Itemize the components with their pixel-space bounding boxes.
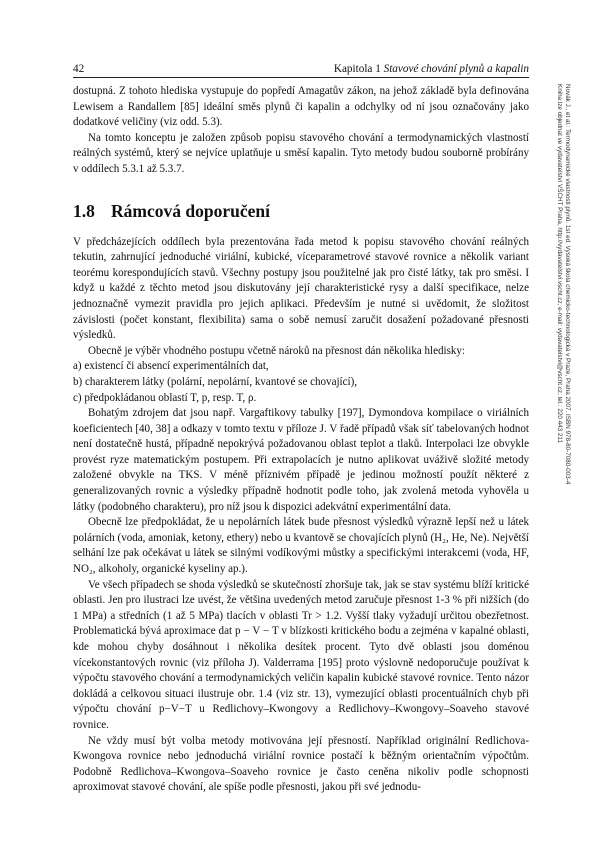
sidebar-text: [555, 84, 571, 484]
section-title: Rámcová doporučení: [111, 200, 270, 221]
copyright-sidebar: [556, 84, 576, 764]
paragraph: Obecně je výběr vhodného postupu včetně nároků na přesnost dán několika hledisky:: [88, 344, 466, 357]
chapter-label: Kapitola 1: [333, 63, 381, 75]
sidebar-line: Kniha lze objednat ve vydavatelství VŠCHT Praha, http://vydavatelstvi.vscht.cz, e-mail: vydavatelstvi@vscht.cz, tel.: 220 443 211: [556, 84, 563, 443]
chapter-title: Stavové chování plynů a kapalin: [383, 63, 529, 75]
paragraph: Obecně lze předpokládat, že u nepolárních látek bude přesnost výsledků výrazně lepší než u látek polárních (voda, amoniak, ketony, ethery) nebo u kvantově se chovajících plynů (H₂, He, Ne). Největší selhání lze pak očekávat u látek se silnými vodíkovými můstky a specifickými interakcemi (voda, HF, NO₂, alkoholy, organické kyseliny ap.).: [73, 516, 529, 576]
criteria-list: [73, 359, 529, 406]
paragraph: Bohatým zdrojem dat jsou např. Vargaftikovy tabulky [197], Dymondova kompilace o viriálních koeficientech [40, 38] a odkazy v tomto textu v příloze J. V řadě případů však síť tabelovaných hodnot není dostatečně hustá, případně nepokrývá požadovanou oblast teplot a tlaků. Interpolaci lze obvykle provést ryze matematickým postupem. Při extrapolacích je nutno aplikovat uváživě složité metody založené obvykle na TKS. V méně příznivém případě je jedinou možností použít některé z generalizovaných rovnic a výsledky případně hodnotit podle toho, jak zvolená metoda vyhověla u látky (podobného charakteru), pro níž jsou k dispozici adekvátní experimentální data.: [73, 407, 529, 513]
running-header: [73, 62, 529, 76]
sidebar-line: Novák J., et al.: Termodynamické vlastnosti plynů. 1st ed. Vysoká škola chemicko-technologická v Praze, Praha 2007. ISBN 978-80-7080-003-4: [564, 84, 571, 485]
paragraph: Ne vždy musí být volba metody motivována její přesností. Například originální Redlichova-Kwongova rovnice nebo jednoduchá viriální rovnice postačí k běžným orientačním výpočtům. Podobně Redlichova–Kwongova–Soaveho rovnice je často ceněna nikoliv podle schopnosti aproximovat stavové chování, ale spíše podle přesnosti, jakou při své jednodu-: [73, 734, 529, 794]
paragraph: V předcházejících oddílech byla prezentována řada metod k popisu stavového chování reálných tekutin, zahrnující jednoduché viriální, kubické, víceparametrové stavové rovnice a několik variant teorému korespondujících stavů. Všechny postupy jsou použitelné jak pro čisté látky, tak pro směsi. I když u každé z těchto metod jsou diskutovány její charakteristické rysy a další specifikace, nelze jednoznačně vymezit pravidla pro jejich aplikaci. Především je nutné si uvědomit, že složitost závislosti (počet konstant, flexibilita) sama o sobě nemusí zaručit dosažení požadované přesnosti výsledků.: [73, 235, 529, 342]
list-item: b) charakterem látky (polární, nepolární, kvantové se chovající),: [73, 375, 358, 388]
list-item: a) existencí či absencí experimentálních dat,: [73, 360, 269, 373]
header-rule: [73, 77, 529, 78]
body-text: [73, 84, 529, 796]
section-heading: [73, 201, 529, 222]
paragraph: Na tomto konceptu je založen způsob popisu stavového chování a termodynamických vlastností reálných systémů, který se nejvíce uplatňuje u směsí kapalin. Tyto metody budou souborně probírány v oddílech 5.3.1 až 5.3.7.: [73, 131, 529, 175]
page-number: 42: [73, 63, 85, 75]
chapter-heading: [334, 62, 529, 76]
section-number: 1.8: [73, 200, 95, 221]
list-item: c) předpokládanou oblastí T, p, resp. T, ρ.: [73, 391, 257, 404]
paragraph: dostupná. Z tohoto hlediska vystupuje do popředí Amagatův zákon, na jehož základě byla definována Lewisem a Randallem [85] ideální směs plynů či kapalin a odchylky od ní jsou označovány jako dodatkové veličiny (viz odd. 5.3).: [73, 85, 529, 129]
paragraph: Ve všech případech se shoda výsledků se skutečností zhoršuje tak, jak se stav systému blíží kritické oblasti. Jen pro ilustraci lze uvést, že většina uvedených metod zaručuje přesnost 1-3 % při nižších (do 1 MPa) a středních (1 až 5 MPa) tlacích v oblasti Tr > 1.2. Vyšší tlaky vyžadují určitou obezřetnost. Problematická bývá aproximace dat p − V − T v blízkosti kritického bodu a zejména v kapalné oblasti, kde mohou chyby dosáhnout i několika desítek procent. Tyto dvě oblasti jsou doménou vícekonstantových rovnic (viz příloha J). Valderrama [195] proto výslovně nedoporučuje používat k výpočtu stavového chování a termodynamických veličin kapalin kubické stavové rovnice. Tento názor dokládá a celkovou situaci ilustruje obr. 1.4 (viz str. 13), vymezující oblasti procentuálních chyb při výpočtu chování p−V−T u Redlichovy–Kwongovy a Redlichovy–Kwongovy–Soaveho stavové rovnice.: [73, 578, 529, 731]
